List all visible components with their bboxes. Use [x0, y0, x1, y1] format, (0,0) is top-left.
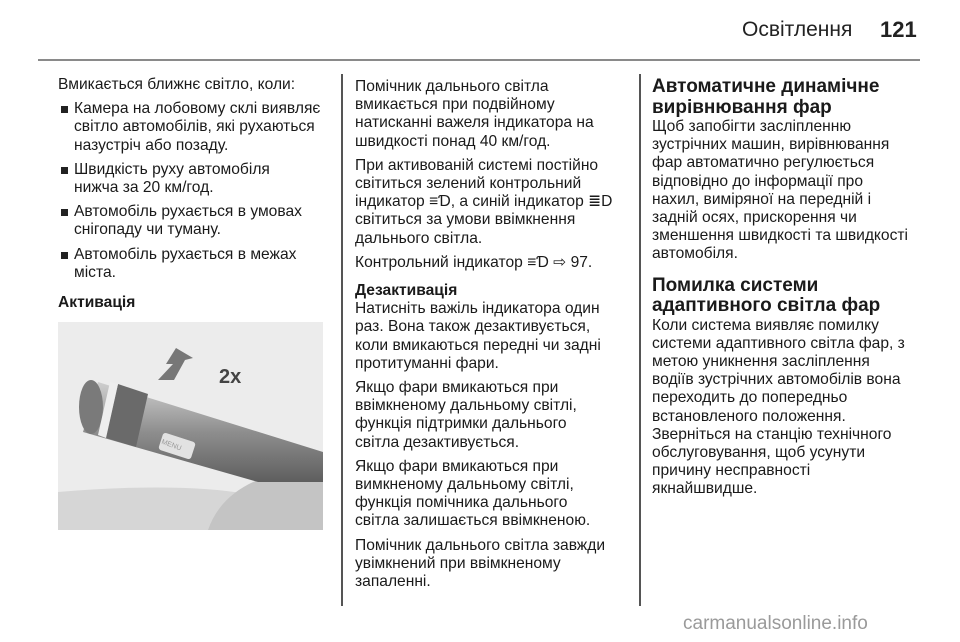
subheading [355, 282, 635, 300]
paragraph [355, 300, 635, 373]
column-divider [341, 74, 343, 606]
text-line: Вмикається ближнє світло, коли: [58, 76, 296, 93]
paragraph [355, 379, 635, 452]
press-twice-label: 2x [219, 366, 242, 388]
text-line: функція помічника дальнього [355, 494, 568, 512]
column-right [652, 77, 932, 505]
text-line: нижча за 20 км/год. [74, 179, 214, 197]
column-middle [355, 78, 635, 597]
text-line: натисканні важеля індикатора на [355, 114, 594, 132]
lever-illustration [58, 322, 323, 530]
text-line: Контрольний індикатор ≡Ɗ ⇨ 97. [355, 253, 593, 271]
paragraph [355, 157, 635, 248]
menu-button-label: MENU [160, 438, 183, 453]
paragraph [58, 76, 338, 94]
paragraph [652, 317, 932, 499]
text-line: світла залишається ввімкненою. [355, 512, 591, 530]
text-line: раз. Вона також дезактивується, [355, 318, 591, 336]
text-line: фар автоматично регулюється [652, 154, 875, 172]
text-line: запаленні. [355, 573, 431, 591]
text-line: Активація [58, 294, 136, 312]
text-line: світло автомобілів, які рухаються [74, 118, 315, 136]
text-line: вирівнювання фар [652, 96, 832, 118]
text-line: вимкненому дальньому світлі, [355, 476, 574, 494]
page-number: 121 [880, 17, 917, 42]
paragraph [355, 78, 635, 151]
column-left [58, 76, 338, 312]
text-line: Дезактивація [355, 282, 458, 300]
paragraph [355, 254, 635, 272]
bullet-item [58, 161, 338, 197]
text-line: Автомобіль рухається в умовах [74, 203, 302, 221]
text-line: переходить до попередньо [652, 389, 848, 407]
subheading [652, 276, 932, 317]
bullet-item [58, 246, 338, 282]
bullet-item [58, 203, 338, 239]
text-line: метою уникнення засліплення [652, 353, 870, 371]
text-line: системи адаптивного світла фар, з [652, 334, 905, 352]
section-title: Освітлення [742, 18, 853, 41]
text-line: Зверніться на станцію технічного [652, 425, 892, 443]
text-line: вмикається при подвійному [355, 96, 555, 114]
figure-high-beam-lever [58, 322, 323, 530]
text-line: міста. [74, 263, 116, 281]
paragraph [355, 537, 635, 592]
text-line: ввімкненому дальньому світлі, [355, 397, 577, 415]
subheading [58, 294, 338, 312]
column-divider [639, 74, 641, 606]
text-line: задній осях, прискорення чи [652, 209, 857, 227]
text-line: Коли система виявляє помилку [652, 316, 879, 334]
text-line: дальнього світла. [355, 229, 483, 247]
text-line: світиться зелений контрольний [355, 175, 582, 193]
paragraph [652, 118, 932, 264]
text-line: Камера на лобовому склі виявляє [74, 100, 321, 118]
text-line: Швидкість руху автомобіля [74, 160, 270, 178]
text-line: Автомобіль рухається в межах [74, 245, 297, 263]
text-line: снігопаду чи туману. [74, 221, 221, 239]
bullet-item [58, 100, 338, 155]
text-line: Якщо фари вмикаються при [355, 457, 559, 475]
text-line: Автоматичне динамічне [652, 76, 880, 97]
paragraph [355, 458, 635, 531]
text-line: Натисніть важіль індикатора один [355, 300, 600, 318]
text-line: автомобіля. [652, 245, 738, 263]
text-line: протитуманні фари. [355, 354, 499, 372]
text-line: якнайшвидше. [652, 480, 758, 498]
text-line: світла дезактивується. [355, 433, 520, 451]
text-line: назустріч або позаду. [74, 136, 229, 154]
header-divider [38, 59, 920, 61]
text-line: Якщо фари вмикаються при [355, 379, 559, 397]
text-line: водіїв зустрічних автомобілів вона [652, 371, 901, 389]
text-line: відповідно до інформації про [652, 172, 864, 190]
text-line: встановленого положення. [652, 407, 846, 425]
text-line: Помічник дальнього світла завжди [355, 536, 606, 554]
text-line: увімкнений при ввімкненому [355, 554, 561, 572]
text-line: коли вмикаються передні чи задні [355, 336, 601, 354]
text-line: Помилка системи [652, 274, 819, 296]
text-line: причину несправності [652, 462, 811, 480]
text-line: індикатор ≡Ɗ, а синій індикатор ≣D [355, 193, 613, 211]
text-line: світиться за умови ввімкнення [355, 211, 576, 229]
text-line: функція підтримки дальнього [355, 415, 567, 433]
text-line: швидкості понад 40 км/год. [355, 132, 551, 150]
text-line: обслуговування, щоб усунути [652, 444, 866, 462]
text-line: нахил, виміряної на передній і [652, 190, 872, 208]
text-line: Щоб запобігти засліпленню [652, 118, 852, 135]
text-line: При активованій системі постійно [355, 156, 599, 174]
subheading [652, 77, 932, 118]
text-line: адаптивного світла фар [652, 295, 881, 317]
watermark: carmanualsonline.info [683, 613, 868, 634]
text-line: зменшення швидкості та швидкості [652, 227, 908, 245]
text-line: зустрічних машин, вирівнювання [652, 136, 890, 154]
text-line: Помічник дальнього світла [355, 78, 549, 95]
